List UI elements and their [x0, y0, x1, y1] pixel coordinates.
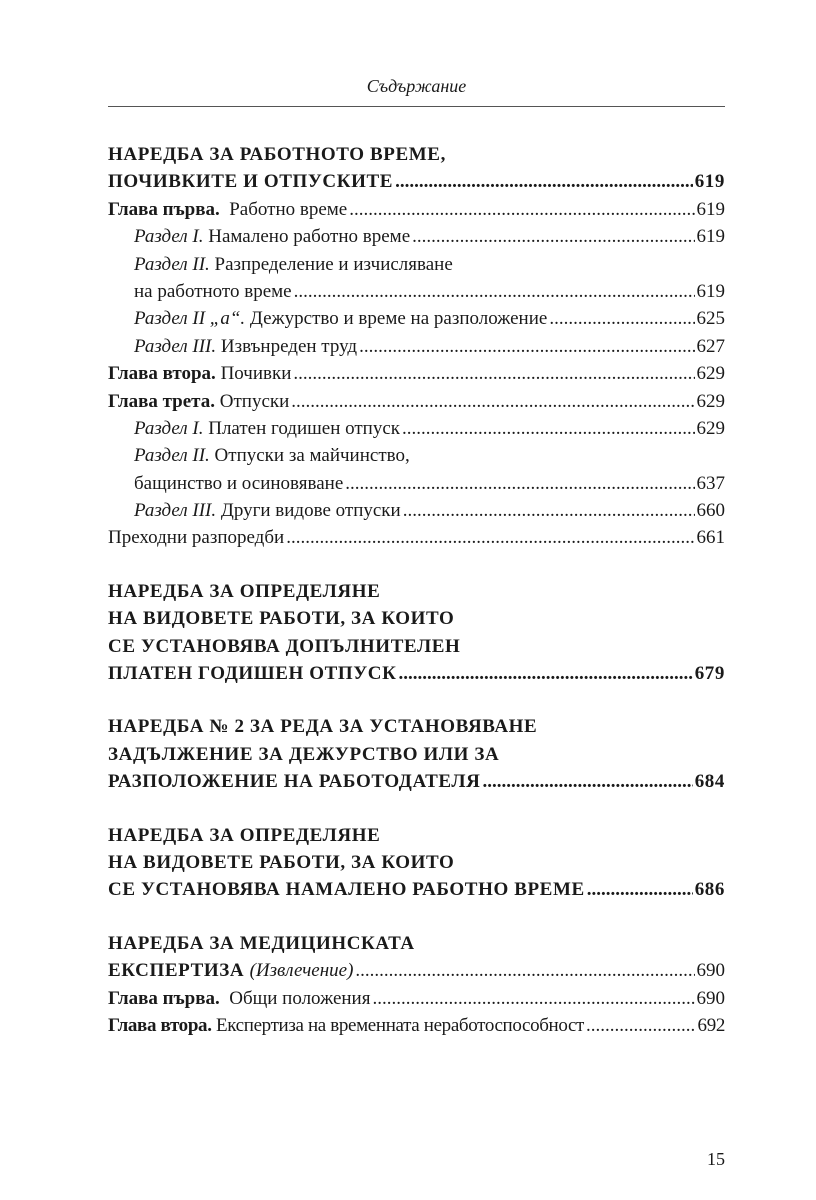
toc-entry-section[interactable]: Раздел II. Отпуски за майчинство,	[134, 445, 410, 467]
page-ref: 686	[694, 879, 725, 901]
section-gap	[108, 687, 725, 713]
page-ref: 661	[696, 527, 725, 549]
dot-leader	[549, 305, 694, 332]
dot-leader	[399, 660, 693, 687]
toc-entry-title[interactable]: НАРЕДБА ЗА МЕДИЦИНСКАТА	[108, 932, 415, 954]
dot-leader	[345, 470, 694, 497]
dot-leader	[412, 223, 694, 250]
table-of-contents	[108, 141, 725, 1039]
toc-entry-title[interactable]: НАРЕДБА ЗА РАБОТНОТО ВРЕМЕ,	[108, 144, 446, 165]
toc-entry-chapter[interactable]: Глава втора. Експертиза на временната неработоспособност ..... 692	[108, 1012, 725, 1039]
toc-entry-title[interactable]: НА ВИДОВЕТЕ РАБОТИ, ЗА КОИТО	[108, 851, 455, 873]
dot-leader	[293, 360, 694, 387]
toc-entry-section[interactable]: Раздел I. Намалено работно време ..... 619	[108, 223, 725, 250]
toc-entry-section[interactable]: Раздел II „а“. Дежурство и време на разположение ..... 625	[108, 305, 725, 332]
dot-leader	[359, 333, 694, 360]
page-ref: 619	[696, 198, 725, 220]
page-ref: 684	[694, 771, 725, 793]
dot-leader	[587, 876, 693, 903]
page-ref: 625	[696, 308, 725, 330]
toc-entry-section[interactable]: Раздел III. Извънреден труд ..... 627	[108, 333, 725, 360]
toc-entry-title[interactable]: ЕКСПЕРТИЗА (Извлечение) ..... 690	[108, 957, 725, 984]
section-gap	[108, 904, 725, 930]
page-ref: 619	[694, 171, 725, 193]
page-ref: 690	[696, 987, 725, 1009]
toc-entry-chapter[interactable]: Глава първа. Работно време ..... 619	[108, 196, 725, 223]
toc-entry-section[interactable]: на работното време ..... 619	[108, 278, 725, 305]
page-ref: 692	[697, 1014, 725, 1036]
dot-leader	[294, 278, 695, 305]
page-ref: 619	[696, 280, 725, 302]
page-ref: 629	[696, 363, 725, 385]
page-ref: 637	[696, 472, 725, 494]
toc-entry-title[interactable]: ПОЧИВКИТЕ И ОТПУСКИТЕ ..... 619	[108, 168, 725, 195]
dot-leader	[395, 168, 693, 195]
dot-leader	[482, 768, 692, 795]
section-gap	[108, 552, 725, 578]
toc-entry-title[interactable]: СЕ УСТАНОВЯВА ДОПЪЛНИТЕЛЕН	[108, 635, 461, 657]
page-number: 15	[707, 1149, 725, 1169]
toc-entry-chapter[interactable]: Глава първа. Общи положения ..... 690	[108, 985, 725, 1012]
toc-entry-section[interactable]: Раздел I. Платен годишен отпуск ..... 629	[108, 415, 725, 442]
toc-entry-title[interactable]: ЗАДЪЛЖЕНИЕ ЗА ДЕЖУРСТВО ИЛИ ЗА	[108, 743, 500, 765]
page-ref: 619	[696, 226, 725, 248]
dot-leader	[402, 415, 695, 442]
toc-entry-transitional[interactable]: Преходни разпоредби ..... 661	[108, 524, 725, 551]
dot-leader	[403, 497, 695, 524]
page-ref: 629	[696, 417, 725, 439]
dot-leader	[349, 196, 694, 223]
dot-leader	[291, 388, 694, 415]
page-ref: 690	[696, 960, 725, 982]
toc-entry-title[interactable]: НА ВИДОВЕТЕ РАБОТИ, ЗА КОИТО	[108, 608, 455, 630]
section-gap	[108, 796, 725, 822]
toc-entry-title[interactable]: ПЛАТЕН ГОДИШЕН ОТПУСК ..... 679	[108, 660, 725, 687]
toc-entry-title[interactable]: СЕ УСТАНОВЯВА НАМАЛЕНО РАБОТНО ВРЕМЕ ..... 686	[108, 876, 725, 903]
toc-entry-section[interactable]: Раздел II. Разпределение и изчисляване	[134, 253, 453, 275]
page-ref: 627	[696, 335, 725, 357]
toc-entry-title[interactable]: РАЗПОЛОЖЕНИЕ НА РАБОТОДАТЕЛЯ ..... 684	[108, 768, 725, 795]
dot-leader	[355, 957, 694, 984]
page-ref: 679	[694, 663, 725, 685]
toc-entry-chapter[interactable]: Глава трета. Отпуски ..... 629	[108, 388, 725, 415]
toc-entry-title[interactable]: НАРЕДБА ЗА ОПРЕДЕЛЯНЕ	[108, 824, 381, 846]
toc-entry-chapter[interactable]: Глава втора. Почивки ..... 629	[108, 360, 725, 387]
header-rule	[108, 106, 725, 107]
page-ref: 660	[696, 500, 725, 522]
dot-leader	[372, 985, 694, 1012]
page-ref: 629	[696, 390, 725, 412]
toc-entry-section[interactable]: Раздел III. Други видове отпуски ..... 660	[108, 497, 725, 524]
toc-entry-title[interactable]: НАРЕДБА № 2 ЗА РЕДА ЗА УСТАНОВЯВАНЕ	[108, 716, 538, 738]
dot-leader	[286, 524, 694, 551]
toc-entry-title[interactable]: НАРЕДБА ЗА ОПРЕДЕЛЯНЕ	[108, 580, 381, 602]
dot-leader	[586, 1012, 696, 1039]
toc-entry-section[interactable]: бащинство и осиновяване ..... 637	[108, 470, 725, 497]
running-header: Съдържание	[366, 76, 467, 96]
